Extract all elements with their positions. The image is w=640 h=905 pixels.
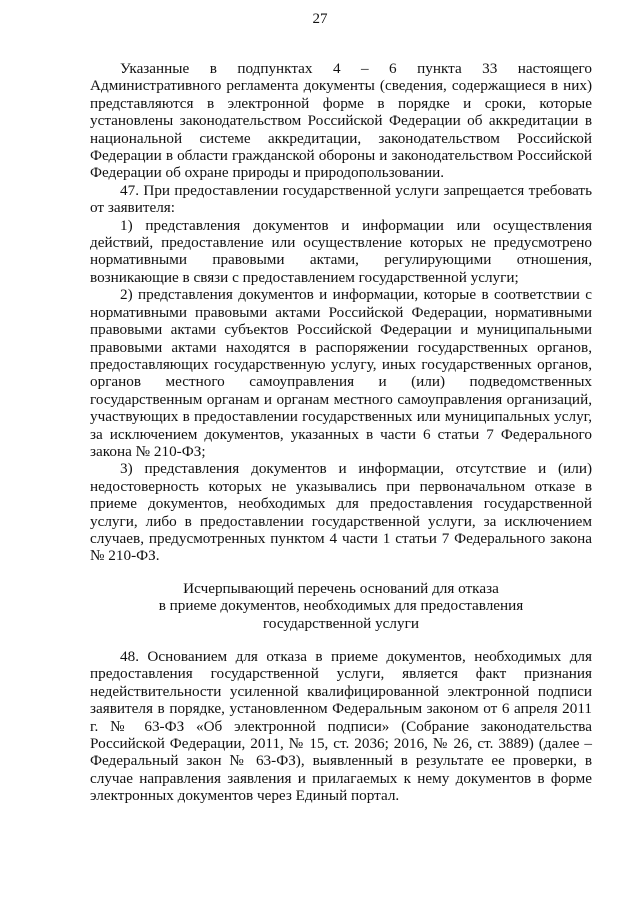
regulation-text-block [90, 60, 592, 565]
paragraph-47-item-2: 2) представления документов и информации, которые в соответствии с нормативными правовыми актами Российской Федерации, нормативными правовыми актами субъектов Российской Федерации и муниципальными правовыми актами находятся в распоряжении государственных органов, предоставляющих государственную услугу, иных государственных органов, органов местного самоуправления и (или) подведомственных государственным органам и органам местного самоуправления организаций, участвующих в предоставлении государственных или муниципальных услуг, за исключением документов, указанных в части 6 статьи 7 Федерального закона № 210-ФЗ; [90, 286, 592, 460]
paragraph-47-item-3: 3) представления документов и информации, отсутствие и (или) недостоверность которых не указывались при первоначальном отказе в приеме документов, необходимых для предоставления государственной услуги, либо в предоставлении государственной услуги, за исключением случаев, предусмотренных пунктом 4 части 1 статьи 7 Федерального закона № 210-ФЗ. [90, 460, 592, 565]
refusal-grounds-text-block [90, 648, 592, 805]
section-heading-line-3: государственной услуги [263, 614, 419, 632]
paragraph-47-item-1: 1) представления документов и информации или осуществления действий, предоставление или осуществление которых не предусмотрено нормативными правовыми актами, регулирующими отношения, возникающие в связи с предоставлением государственной услуги; [90, 216, 592, 286]
page-number: 27 [312, 11, 328, 27]
paragraph-48: 48. Основанием для отказа в приеме документов, необходимых для предоставления государственной услуги, является факт признания недействительности усиленной квалифицированной электронной подписи заявителя в порядке, установленном Федеральным законом от 6 апреля 2011 г. № 63-ФЗ «Об электронной подписи» (Собрание законодательства Российской Федерации, 2011, № 15, ст. 2036; 2016, № 26, ст. 3889) (далее – Федеральный закон № 63-ФЗ), выявленный в результате ее проверки, в случае направления заявления и прилагаемых к нему документов в форме электронных документов через Единый портал. [90, 648, 592, 805]
paragraph-documents-electronic-form: Указанные в подпунктах 4 – 6 пункта 33 настоящего Административного регламента документы (сведения, содержащиеся в них) представляются в электронной форме в порядке и сроки, которые установлены законодательством Российской Федерации об аккредитации в национальной системе аккредитации, законодательством Российской Федерации в области гражданской обороны и законодательством Российской Федерации об охране природы и природопользовании. [90, 60, 592, 182]
paragraph-47-intro: 47. При предоставлении государственной услуги запрещается требовать от заявителя: [90, 181, 592, 217]
section-heading [90, 580, 592, 632]
section-heading-line-2: в приеме документов, необходимых для предоставления [158, 597, 524, 615]
section-heading-line-1: Исчерпывающий перечень оснований для отказа [183, 580, 499, 597]
